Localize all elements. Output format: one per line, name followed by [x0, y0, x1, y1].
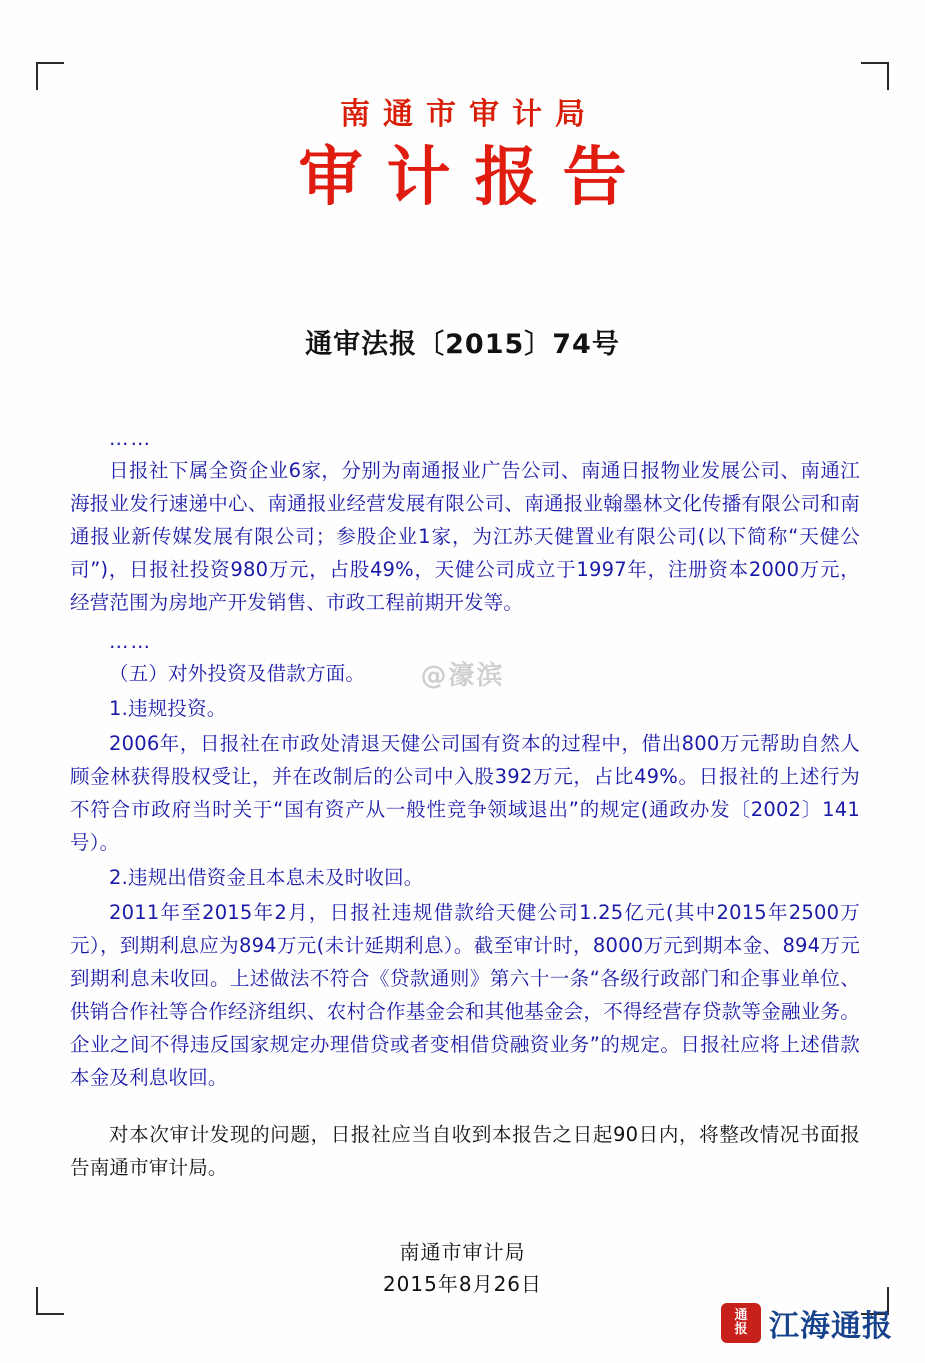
- paragraph-item-2-heading: 2.违规出借资金且本息未及时收回。: [109, 866, 424, 889]
- document-signature: [0, 1236, 925, 1300]
- signature-issuer: 南通市审计局: [399, 1240, 526, 1264]
- logo-text: 江海通报: [769, 1309, 893, 1344]
- paragraph-section-five-heading: （五）对外投资及借款方面。: [109, 662, 366, 685]
- document-number: 通审法报〔2015〕74号: [305, 329, 620, 360]
- document-header: [0, 96, 925, 215]
- logo-badge-line1: 通: [734, 1308, 748, 1323]
- signature-date: 2015年8月26日: [382, 1272, 543, 1296]
- ellipsis-mark-top: ……: [109, 427, 152, 450]
- document-body: [70, 424, 860, 1186]
- document-title: 审计报告: [298, 140, 651, 215]
- ellipsis-mark-middle: ……: [109, 630, 152, 653]
- logo-badge-icon: [721, 1303, 761, 1343]
- logo-badge-line2: 报: [734, 1322, 748, 1337]
- paragraph-closing: 对本次审计发现的问题，日报社应当自收到本报告之日起90日内，将整改情况书面报告南通市审计局。: [70, 1123, 860, 1179]
- crop-mark-top-left: [36, 62, 64, 90]
- paragraph-item-1-heading: 1.违规投资。: [109, 697, 227, 720]
- issuing-organization: 南通市审计局: [340, 97, 598, 132]
- paragraph-item-1-body: 2006年，日报社在市政处清退天健公司国有资本的过程中，借出800万元帮助自然人顾金林获得股权受让，并在改制后的公司中入股392万元，占比49%。日报社的上述行为不符合市政府当时关于“国有资产从一般性竞争领域退出”的规定(通政办发〔2002〕141号）。: [70, 732, 860, 854]
- paragraph-subsidiaries: 日报社下属全资企业6家，分别为南通报业广告公司、南通日报物业发展公司、南通江海报业发行速递中心、南通报业经营发展有限公司、南通报业翰墨林文化传播有限公司和南通报业新传媒发展有限公司；参股企业1家，为江苏天健置业有限公司(以下简称“天健公司”)，日报社投资980万元，占股49%，天健公司成立于1997年，注册资本2000万元，经营范围为房地产开发销售、市政工程前期开发等。: [70, 459, 860, 614]
- paragraph-item-2-body: 2011年至2015年2月，日报社违规借款给天健公司1.25亿元(其中2015年2500万元），到期利息应为894万元(未计延期利息）。截至审计时，8000万元到期本金、894万元到期利息未收回。上述做法不符合《贷款通则》第六十一条“各级行政部门和企事业单位、供销合作社等合作经济组织、农村合作基金会和其他基金会，不得经营存贷款等金融业务。企业之间不得违反国家规定办理借贷或者变相借贷融资业务”的规定。日报社应将上述借款本金及利息收回。: [70, 901, 860, 1089]
- watermark: @濠滨: [420, 661, 505, 691]
- publisher-logo: [721, 1301, 893, 1345]
- crop-mark-top-right: [861, 62, 889, 90]
